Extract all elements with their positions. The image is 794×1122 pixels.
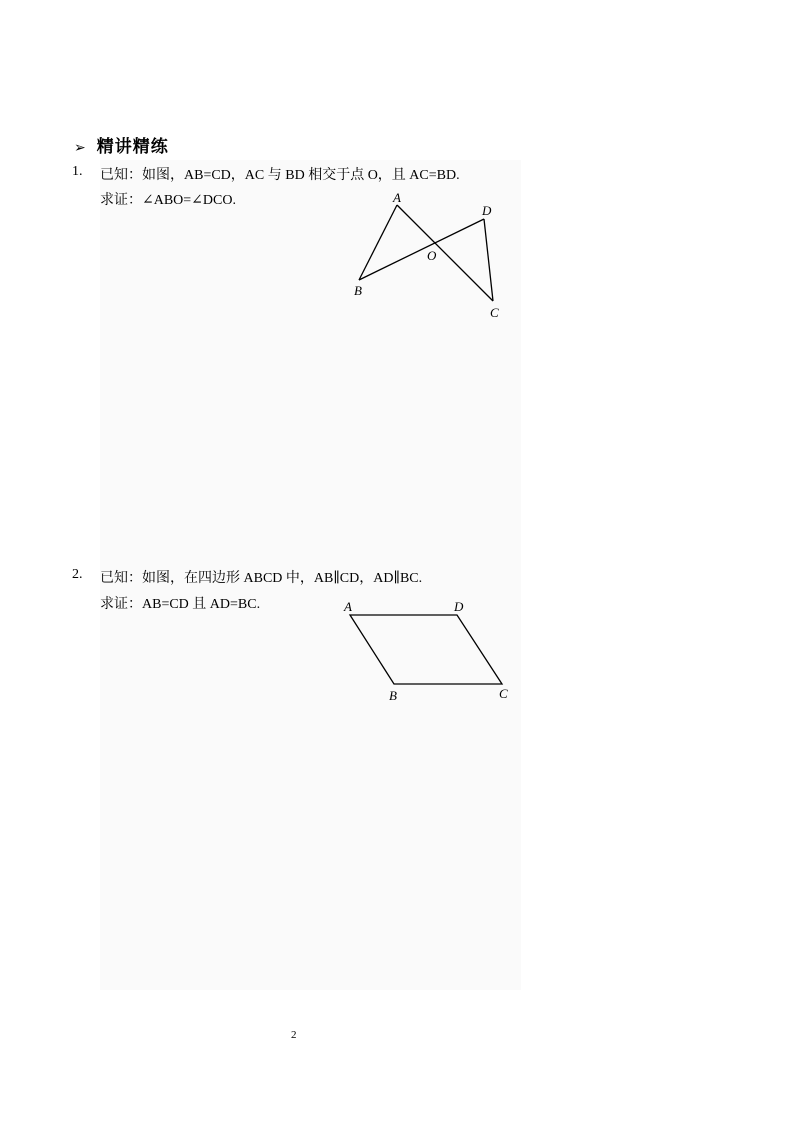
segment-ab xyxy=(359,205,397,280)
label-b: B xyxy=(354,283,362,298)
arrow-bullet-icon: ➢ xyxy=(74,140,87,156)
problem-2-number: 2. xyxy=(72,567,83,582)
problem-1-given: 已知：如图，AB=CD，AC 与 BD 相交于点 O，且 AC=BD. xyxy=(100,168,460,183)
label-c: C xyxy=(499,686,508,701)
problem-1-number: 1. xyxy=(72,164,83,179)
label-d: D xyxy=(482,203,492,218)
parallelogram-abcd xyxy=(350,615,502,684)
problem-2-figure xyxy=(335,595,520,710)
problem-1-figure xyxy=(340,185,520,325)
section-heading xyxy=(74,132,169,157)
label-c: C xyxy=(490,305,499,320)
problem-2-prove: 求证：AB=CD 且 AD=BC. xyxy=(100,597,261,612)
label-d: D xyxy=(454,599,464,614)
label-b: B xyxy=(389,688,397,703)
label-a: A xyxy=(344,599,352,614)
segment-dc xyxy=(484,219,493,301)
label-a: A xyxy=(393,190,401,205)
page-number: 2 xyxy=(291,1029,297,1041)
problem-2-given: 已知：如图，在四边形 ABCD 中，AB∥CD，AD∥BC. xyxy=(100,571,423,586)
label-o: O xyxy=(427,248,437,263)
segment-ac xyxy=(397,205,493,301)
segment-bd xyxy=(359,219,484,280)
section-title: 精讲精练 xyxy=(96,137,169,157)
problem-1-prove: 求证：∠ABO=∠DCO. xyxy=(100,193,236,208)
